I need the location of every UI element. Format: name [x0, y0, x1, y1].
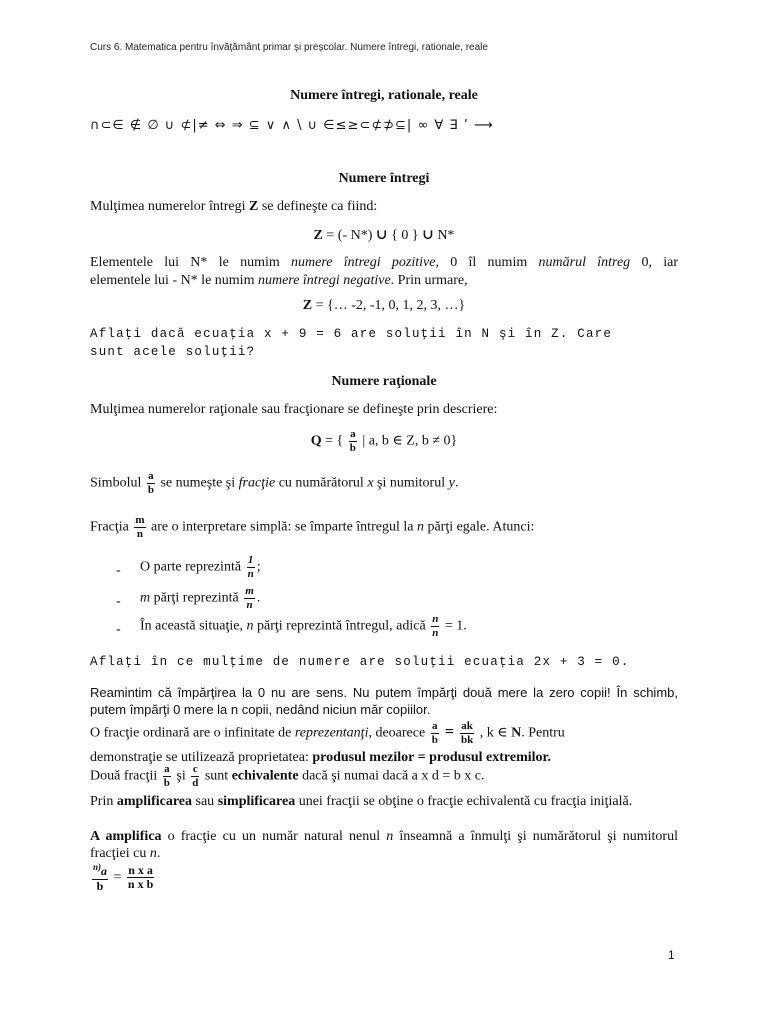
page-title: Numere întregi, rationale, reale [290, 88, 478, 103]
integers-text-line2: elementele lui - N* le numim numere întregi negative. Prin urmare, [90, 273, 468, 288]
section-heading-rationals: Numere raţionale [331, 374, 437, 389]
rationals-formula: Q = { $\frac{a}{b}$ | a, b ∈ Z, b ≠ 0} [310, 428, 458, 454]
integers-set: Z = {… -2, -1, 0, 1, 2, 3, …} [302, 298, 466, 313]
list-bullet: - [116, 594, 121, 609]
exercise-1-line1: Aflaţi dacă ecuaţia x + 9 = 6 are soluţii în N şi în Z. Care [90, 327, 613, 341]
equivalent-fractions: Două fracţii $\frac{a}{b}$ şi $\frac{c}{d}$ sunt echivalente dacă şi numai dacă a x d = b x c. [90, 763, 485, 789]
fraction-c-d: $\frac{c}{d}$ [192, 763, 199, 789]
fraction-a-b: $\frac{a}{b}$ [349, 428, 356, 454]
integers-text-line1: Elementele lui N* le numim numere întregi pozitive, 0 îl numim numărul întreg 0, iar [90, 255, 678, 270]
fraction-a-b: $\frac{a}{b}$ [147, 470, 154, 496]
amplify-formula: $\frac{^{n)}a}{b}$ = $\frac{\text{n x a}}{\text{n x b}}$ [93, 862, 154, 893]
list-item: În această situaţie, n părţi reprezintă întregul, adică $\frac{n}{n}$ = 1. [140, 613, 467, 639]
reminder-paragraph: Reamintim că împărţirea la 0 nu are sens. Nu putem împărţi două mere la zero copii! În schimb, putem împărţi 0 mere la n copii, nedând niciun măr copiilor. [90, 685, 678, 717]
integers-formula: Z = (- N*) ∪ { 0 } ∪ N* [313, 228, 455, 243]
fraction-m-n: $\frac{m}{n}$ [135, 514, 145, 540]
infinite-representatives: O fracţie ordinară are o infinitate de reprezentanţi, deoarece $\frac{a}{b}$ = $\frac{ak}{bk}$ , k ∈ N. Pentru [90, 720, 565, 746]
fraction-a-b: $\frac{a}{b}$ [431, 720, 438, 746]
demonstration-property: demonstraţie se utilizează proprietatea: produsul mezilor = produsul extremilor. [90, 750, 551, 765]
page-number: 1 [668, 948, 675, 962]
fraction-amplified-a-b: $\frac{^{n)}a}{b}$ [93, 862, 108, 893]
fraction-na-nb: $\frac{\text{n x a}}{\text{n x b}}$ [127, 862, 154, 892]
exercise-1-line2: sunt acele soluţii? [90, 345, 256, 359]
fraction-n-n: $\frac{n}{n}$ [432, 613, 439, 639]
fraction-1-n: $\frac{1}{n}$ [247, 554, 254, 580]
fraction-ak-bk: $\frac{ak}{bk}$ [460, 720, 474, 746]
list-item: O parte reprezintă $\frac{1}{n}$ ; [140, 554, 261, 580]
running-header: Curs 6. Matematica pentru învățământ primar și preșcolar. Numere întregi, rationale, reale [90, 42, 488, 53]
amplify-definition: A amplifica o fracţie cu un număr natural nenul n înseamnă a înmulţi şi numărătorul şi numitorul fracţiei cu n. [90, 829, 678, 861]
list-bullet: - [116, 563, 121, 578]
fraction-interpretation: Fracţia $\frac{m}{n}$ are o interpretare simplă: se împarte întregul la n părţi egale. Atunci: [90, 514, 535, 540]
amplification-paragraph: Prin amplificarea sau simplificarea unei fracţii se obţine o fracţie echivalentă cu fracţia iniţială. [90, 794, 633, 809]
symbol-definition: Simbolul $\frac{a}{b}$ se numeşte şi fracţie cu numărătorul x şi numitorul y. [90, 470, 459, 496]
fraction-a-b: $\frac{a}{b}$ [163, 763, 170, 789]
rationals-definition: Mulţimea numerelor raţionale sau fracţionare se defineşte prin descriere: [90, 402, 498, 417]
symbol-list: ∩⊂∈ ∉ ∅ ∪ ⊄|≠ ⇔ ⇒ ⊆ ∨ ∧ \ ∪ ∈≤≥⊂⊄⊅⊆| ∞ ∀ ∃ ’ ⟶ [90, 118, 494, 133]
section-heading-integers: Numere întregi [338, 171, 430, 186]
list-bullet: - [116, 622, 121, 637]
list-item: m părţi reprezintă $\frac{m}{n}$ . [140, 585, 261, 611]
integers-definition: Mulţimea numerelor întregi Z se defineşte ca fiind: [90, 199, 378, 214]
fraction-m-n: $\frac{m}{n}$ [245, 585, 254, 611]
exercise-2: Aflaţi în ce mulţime de numere are soluţii ecuaţia 2x + 3 = 0. [90, 655, 630, 669]
